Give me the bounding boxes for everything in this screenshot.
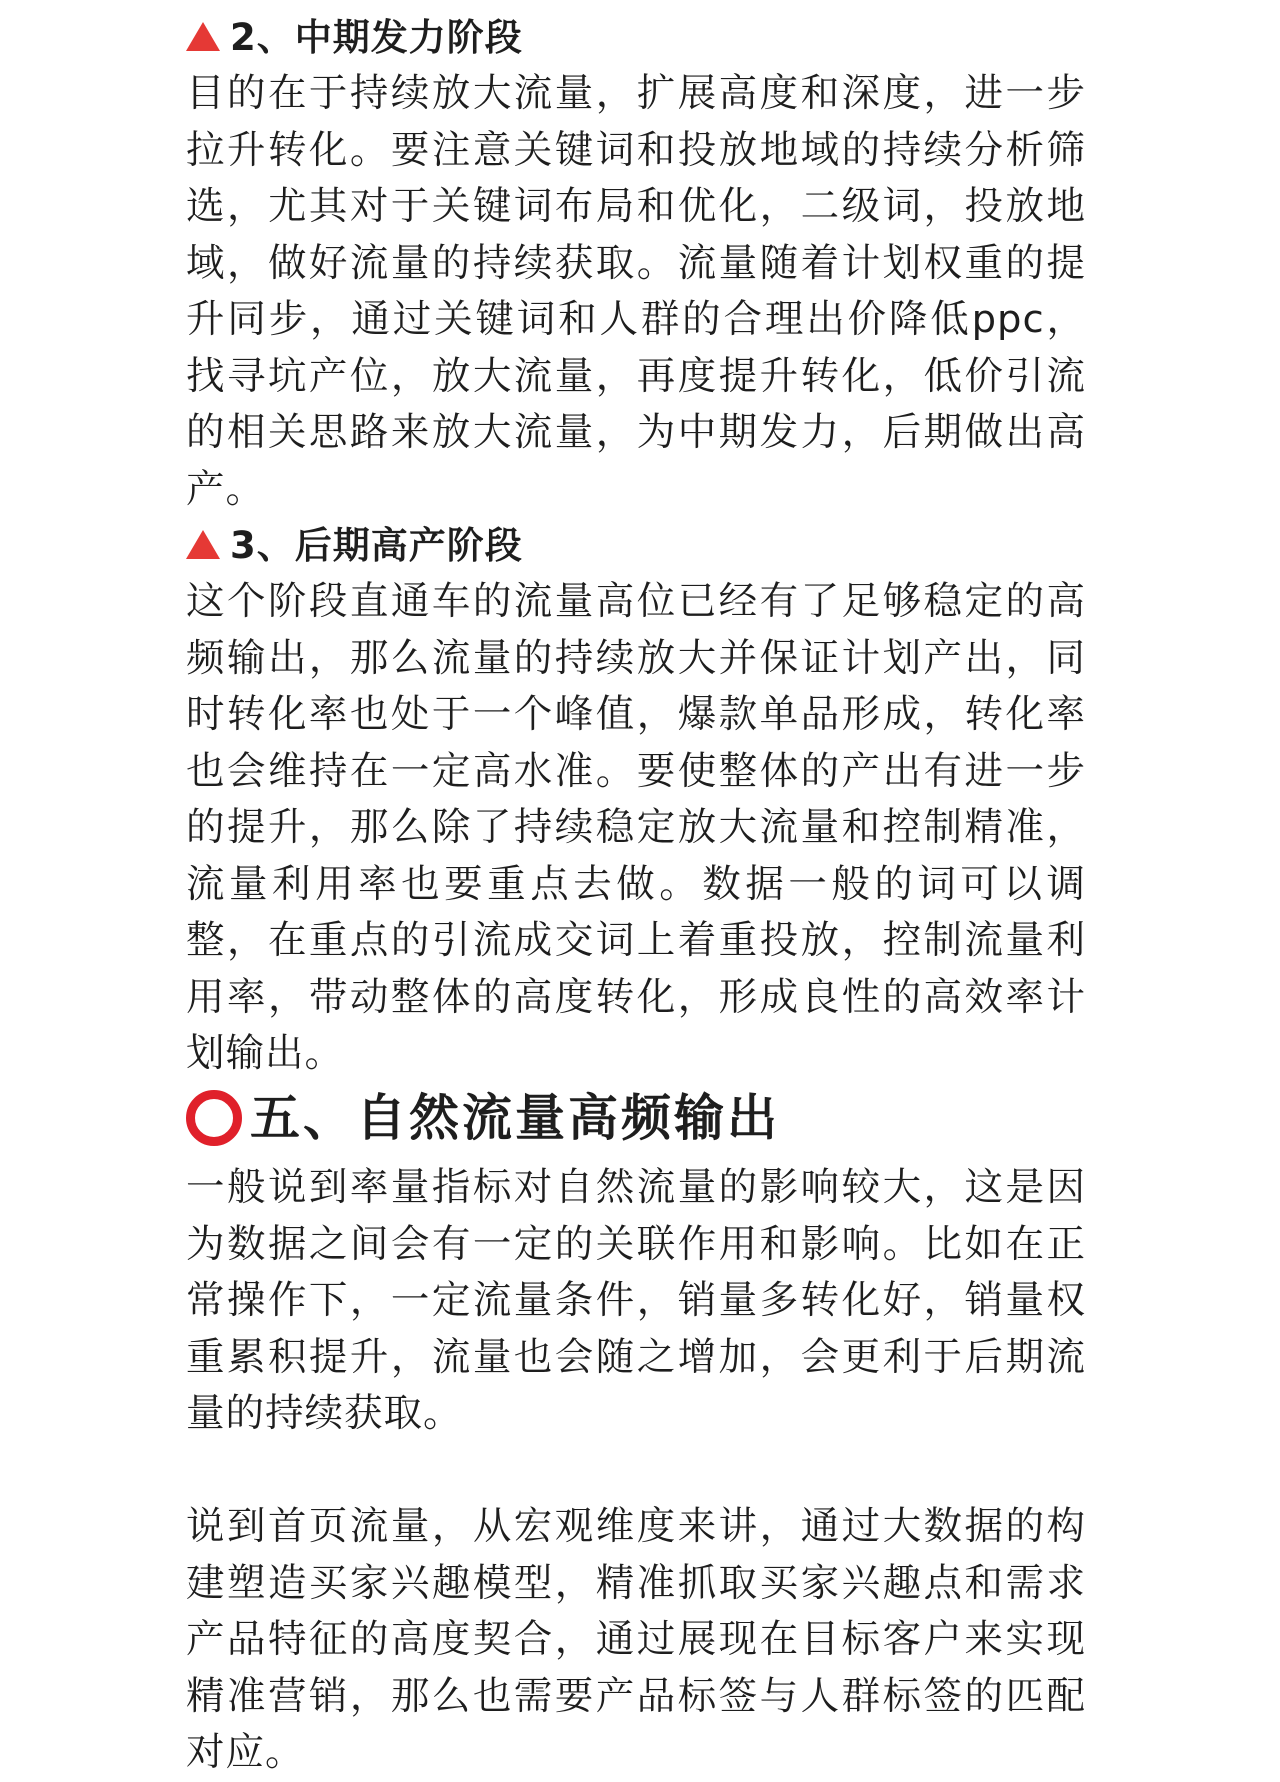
red-circle-icon xyxy=(186,1090,242,1146)
paragraph-mid-stage: 目的在于持续放大流量，扩展高度和深度，进一步拉升转化。要注意关键词和投放地域的持续分析筛选，尤其对于关键词布局和优化，二级词，投放地域，做好流量的持续获取。流量随着计划权重的提升同步，通过关键词和人群的合理出价降低ppc，找寻坑产位，放大流量，再度提升转化，低价引流的相关思路来放大流量，为中期发力，后期做出高产。 xyxy=(186,71,1086,512)
section-title-natural-traffic-text: 五、自然流量高频输出 xyxy=(250,1089,780,1147)
subheading-mid-stage xyxy=(186,10,523,66)
section-title-natural-traffic xyxy=(186,1080,780,1156)
paragraph-late-stage: 这个阶段直通车的流量高位已经有了足够稳定的高频输出，那么流量的持续放大并保证计划产出，同时转化率也处于一个峰值，爆款单品形成，转化率也会维持在一定高水准。要使整体的产出有进一步的提升，那么除了持续稳定放大流量和控制精准，流量利用率也要重点去做。数据一般的词可以调整，在重点的引流成交词上着重投放，控制流量利用率，带动整体的高度转化，形成良性的高效率计划输出。 xyxy=(186,579,1086,1076)
red-triangle-icon xyxy=(186,22,220,51)
subheading-late-stage xyxy=(186,518,523,574)
red-triangle-icon xyxy=(186,530,220,559)
subheading-late-stage-text: 3、后期高产阶段 xyxy=(230,524,523,567)
subheading-mid-stage-text: 2、中期发力阶段 xyxy=(230,16,523,59)
paragraph-homepage-traffic: 说到首页流量，从宏观维度来讲，通过大数据的构建塑造买家兴趣模型，精准抓取买家兴趣点和需求产品特征的高度契合，通过展现在目标客户来实现精准营销，那么也需要产品标签与人群标签的匹配对应。 xyxy=(186,1504,1086,1775)
paragraph-rate-metrics: 一般说到率量指标对自然流量的影响较大，这是因为数据之间会有一定的关联作用和影响。比如在正常操作下，一定流量条件，销量多转化好，销量权重累积提升，流量也会随之增加，会更利于后期流量的持续获取。 xyxy=(186,1165,1086,1436)
